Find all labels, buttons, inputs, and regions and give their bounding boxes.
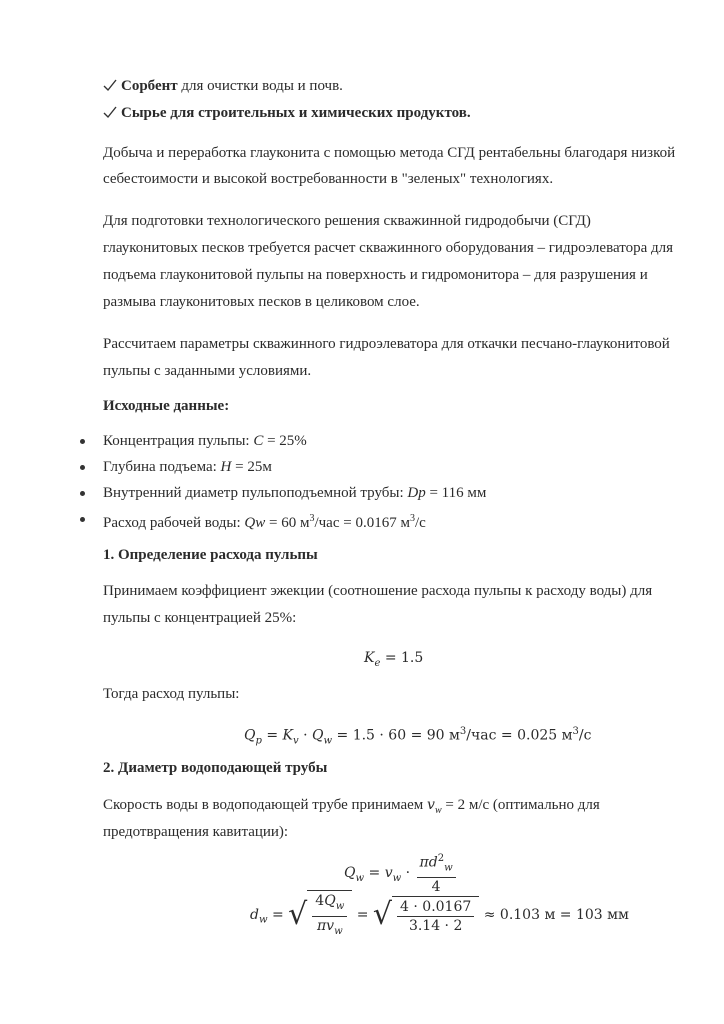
bullet-dot — [80, 439, 85, 444]
check-item-raw — [103, 103, 471, 123]
para2-line: подъема глауконитовой пульпы на поверхность и гидромонитора – для разрушения и — [103, 267, 648, 283]
checkmark-icon — [103, 106, 117, 119]
para2-line: размыва глауконитовых песков в целиковом слое. — [103, 294, 420, 310]
bullet-dot — [80, 491, 85, 496]
section1-text: Принимаем коэффициент эжекции (соотношение расхода пульпы к расходу воды) для — [103, 583, 653, 599]
input-concentration: Концентрация пульпы: C = 25% — [103, 433, 307, 449]
bullet-dot — [80, 465, 85, 470]
input-diameter: Внутренний диаметр пульпоподъемной трубы: Dp = 116 мм — [103, 485, 487, 501]
section2-text: предотвращения кавитации): — [103, 824, 289, 840]
then-text: Тогда расход пульпы: — [103, 686, 240, 702]
checkmark-icon — [103, 79, 117, 92]
section2-heading: 2. Диаметр водоподающей трубы — [103, 760, 328, 776]
input-depth: Глубина подъема: H = 25м — [103, 459, 272, 475]
input-heading: Исходные данные: — [103, 398, 230, 414]
bullet-dot — [80, 517, 85, 522]
para3-line: пульпы с заданными условиями. — [103, 363, 312, 379]
section2-text: Скорость воды в водоподающей трубе принимаем $v_w = 2$ м/с (оптимально для — [103, 797, 600, 816]
check-item-sorbent — [103, 76, 343, 96]
formula-qp: $Q_p = K_v \cdot Q_w = 1.5 \cdot 60 = 90$ $м^3$/час = 0.025 $м^3/с$ — [244, 726, 592, 747]
check-bold: Сорбент — [121, 78, 178, 94]
section1-text: пульпы с концентрацией 25%: — [103, 610, 297, 626]
para3-line: Рассчитаем параметры скважинного гидроэлеватора для откачки песчано-глауконитовой — [103, 336, 670, 352]
check-rest: для очистки воды и почв. — [177, 78, 343, 94]
input-water-flow: Расход рабочей воды: Qw = 60 $м^3$/час = 0.0167 $м^3/с$ — [103, 513, 426, 531]
para2-line: глауконитовых песков требуется расчет скважинного оборудования – гидроэлеватора для — [103, 240, 673, 256]
formula-dw: $d_w$ = √ $\frac{4Q_w}{\pi v_w}$ = √ $\frac{4 \cdot 0.0167}{3.14 \cdot 2}$ ≈ 0.103 м = 103 мм — [250, 890, 629, 940]
para1-line: Добыча и переработка глауконита с помощью метода СГД рентабельны благодаря низкой — [103, 145, 676, 161]
section1-heading: 1. Определение расхода пульпы — [103, 547, 318, 563]
para1-line: себестоимости и высокой востребованности в "зеленых" технологиях. — [103, 171, 554, 187]
para2-line: Для подготовки технологического решения скважинной гидродобычи (СГД) — [103, 213, 591, 229]
formula-qw: $Q_w = v_w$ · $\frac{\pi d^2_w}{4}$ — [344, 851, 458, 895]
formula-ke: $K_e = 1.5$ — [364, 650, 424, 669]
check-bold: Сырье для строительных и химических продуктов. — [121, 105, 471, 121]
